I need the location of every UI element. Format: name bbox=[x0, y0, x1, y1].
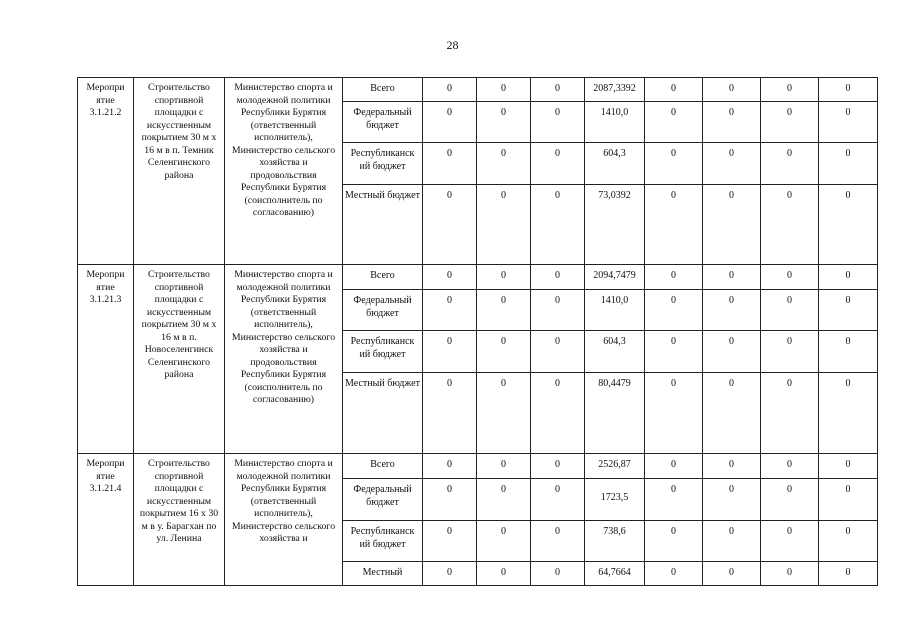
activity-code: Меропри ятие 3.1.21.3 bbox=[78, 265, 134, 454]
value-cell: 0 bbox=[761, 331, 819, 372]
value-cell: 0 bbox=[645, 78, 703, 102]
value-cell: 0 bbox=[761, 561, 819, 585]
value-cell: 0 bbox=[645, 184, 703, 264]
value-cell: 0 bbox=[477, 290, 531, 331]
funding-source: Местный бюджет bbox=[343, 372, 423, 453]
value-cell: 0 bbox=[477, 520, 531, 561]
value-cell: 0 bbox=[703, 331, 761, 372]
funding-source: Республиканск ий бюджет bbox=[343, 143, 423, 184]
value-cell: 0 bbox=[423, 454, 477, 479]
value-cell: 0 bbox=[645, 102, 703, 143]
value-cell: 0 bbox=[477, 102, 531, 143]
value-cell: 0 bbox=[703, 454, 761, 479]
funding-source: Всего bbox=[343, 265, 423, 290]
value-cell: 0 bbox=[645, 479, 703, 520]
funding-source: Федеральный бюджет bbox=[343, 102, 423, 143]
value-cell: 0 bbox=[477, 184, 531, 264]
value-cell: 0 bbox=[761, 290, 819, 331]
value-cell: 0 bbox=[819, 143, 878, 184]
value-cell: 0 bbox=[819, 372, 878, 453]
value-cell: 0 bbox=[761, 143, 819, 184]
value-cell: 2094,7479 bbox=[585, 265, 645, 290]
value-cell: 0 bbox=[703, 479, 761, 520]
value-cell: 73,0392 bbox=[585, 184, 645, 264]
funding-source: Республиканск ий бюджет bbox=[343, 520, 423, 561]
value-cell: 0 bbox=[761, 372, 819, 453]
value-cell: 0 bbox=[703, 561, 761, 585]
value-cell: 0 bbox=[423, 290, 477, 331]
value-cell: 0 bbox=[761, 265, 819, 290]
value-cell: 0 bbox=[819, 479, 878, 520]
activity-name: Строительство спортивной площадки с искусственным покрытием 16 х 30 м в у. Барагхан по ул. Ленина bbox=[134, 454, 225, 586]
value-cell: 0 bbox=[819, 561, 878, 585]
value-cell: 1410,0 bbox=[585, 290, 645, 331]
page-number: 28 bbox=[446, 38, 459, 52]
value-cell: 1723,5 bbox=[585, 479, 645, 520]
value-cell: 0 bbox=[819, 78, 878, 102]
value-cell: 738,6 bbox=[585, 520, 645, 561]
activity-executors: Министерство спорта и молодежной политики Республики Бурятия (ответственный исполнитель), Министерство сельского хозяйства и bbox=[225, 454, 343, 586]
value-cell: 0 bbox=[819, 520, 878, 561]
activity-code: Меропри ятие 3.1.21.2 bbox=[78, 78, 134, 265]
value-cell: 0 bbox=[703, 184, 761, 264]
value-cell: 0 bbox=[819, 290, 878, 331]
value-cell: 0 bbox=[645, 290, 703, 331]
value-cell: 0 bbox=[531, 454, 585, 479]
funding-source: Местный bbox=[343, 561, 423, 585]
value-cell: 0 bbox=[645, 265, 703, 290]
value-cell: 0 bbox=[423, 265, 477, 290]
value-cell: 0 bbox=[761, 520, 819, 561]
value-cell: 0 bbox=[531, 78, 585, 102]
budget-table bbox=[77, 77, 878, 586]
value-cell: 0 bbox=[477, 331, 531, 372]
activity-code: Меропри ятие 3.1.21.4 bbox=[78, 454, 134, 586]
value-cell: 1410,0 bbox=[585, 102, 645, 143]
value-cell: 0 bbox=[531, 290, 585, 331]
value-cell: 0 bbox=[423, 78, 477, 102]
value-cell: 0 bbox=[531, 265, 585, 290]
value-cell: 0 bbox=[531, 102, 585, 143]
value-cell: 0 bbox=[423, 331, 477, 372]
value-cell: 0 bbox=[423, 479, 477, 520]
value-cell: 0 bbox=[645, 331, 703, 372]
activity-name: Строительство спортивной площадки с искусственным покрытием 30 м х 16 м в п. Темник Селенгинского района bbox=[134, 78, 225, 265]
value-cell: 80,4479 bbox=[585, 372, 645, 453]
value-cell: 64,7664 bbox=[585, 561, 645, 585]
value-cell: 0 bbox=[477, 561, 531, 585]
funding-source: Местный бюджет bbox=[343, 184, 423, 264]
activity-executors: Министерство спорта и молодежной политики Республики Бурятия (ответственный исполнитель), Министерство сельского хозяйства и продовольствия Республики Бурятия (соисполнитель по согласованию) bbox=[225, 78, 343, 265]
value-cell: 0 bbox=[477, 265, 531, 290]
value-cell: 604,3 bbox=[585, 331, 645, 372]
value-cell: 0 bbox=[423, 143, 477, 184]
value-cell: 0 bbox=[423, 184, 477, 264]
value-cell: 0 bbox=[645, 143, 703, 184]
value-cell: 0 bbox=[761, 102, 819, 143]
funding-source: Всего bbox=[343, 454, 423, 479]
funding-source: Федеральный бюджет bbox=[343, 479, 423, 520]
value-cell: 0 bbox=[423, 102, 477, 143]
value-cell: 0 bbox=[819, 454, 878, 479]
value-cell: 0 bbox=[645, 454, 703, 479]
activity-name: Строительство спортивной площадки с искусственным покрытием 30 м х 16 м в п. Новоселенгинск Селенгинского района bbox=[134, 265, 225, 454]
value-cell: 0 bbox=[477, 479, 531, 520]
value-cell: 2087,3392 bbox=[585, 78, 645, 102]
value-cell: 0 bbox=[423, 372, 477, 453]
activity-executors: Министерство спорта и молодежной политики Республики Бурятия (ответственный исполнитель), Министерство сельского хозяйства и продовольствия Республики Бурятия (соисполнитель по согласованию) bbox=[225, 265, 343, 454]
value-cell: 0 bbox=[819, 331, 878, 372]
value-cell: 0 bbox=[703, 520, 761, 561]
value-cell: 0 bbox=[531, 372, 585, 453]
value-cell: 0 bbox=[703, 265, 761, 290]
value-cell: 0 bbox=[819, 102, 878, 143]
funding-source: Всего bbox=[343, 78, 423, 102]
value-cell: 2526,87 bbox=[585, 454, 645, 479]
table-row bbox=[78, 78, 878, 102]
value-cell: 0 bbox=[423, 520, 477, 561]
value-cell: 0 bbox=[761, 78, 819, 102]
value-cell: 0 bbox=[531, 479, 585, 520]
funding-source: Республиканск ий бюджет bbox=[343, 331, 423, 372]
value-cell: 604,3 bbox=[585, 143, 645, 184]
value-cell: 0 bbox=[531, 520, 585, 561]
value-cell: 0 bbox=[645, 520, 703, 561]
value-cell: 0 bbox=[819, 184, 878, 264]
value-cell: 0 bbox=[761, 479, 819, 520]
value-cell: 0 bbox=[703, 143, 761, 184]
value-cell: 0 bbox=[477, 454, 531, 479]
value-cell: 0 bbox=[761, 184, 819, 264]
value-cell: 0 bbox=[531, 143, 585, 184]
value-cell: 0 bbox=[645, 561, 703, 585]
value-cell: 0 bbox=[531, 561, 585, 585]
value-cell: 0 bbox=[477, 372, 531, 453]
value-cell: 0 bbox=[645, 372, 703, 453]
value-cell: 0 bbox=[703, 290, 761, 331]
value-cell: 0 bbox=[703, 372, 761, 453]
value-cell: 0 bbox=[703, 78, 761, 102]
value-cell: 0 bbox=[703, 102, 761, 143]
value-cell: 0 bbox=[423, 561, 477, 585]
value-cell: 0 bbox=[477, 78, 531, 102]
table-row bbox=[78, 454, 878, 479]
value-cell: 0 bbox=[531, 331, 585, 372]
funding-source: Федеральный бюджет bbox=[343, 290, 423, 331]
value-cell: 0 bbox=[761, 454, 819, 479]
value-cell: 0 bbox=[477, 143, 531, 184]
table-row bbox=[78, 265, 878, 290]
value-cell: 0 bbox=[819, 265, 878, 290]
value-cell: 0 bbox=[531, 184, 585, 264]
